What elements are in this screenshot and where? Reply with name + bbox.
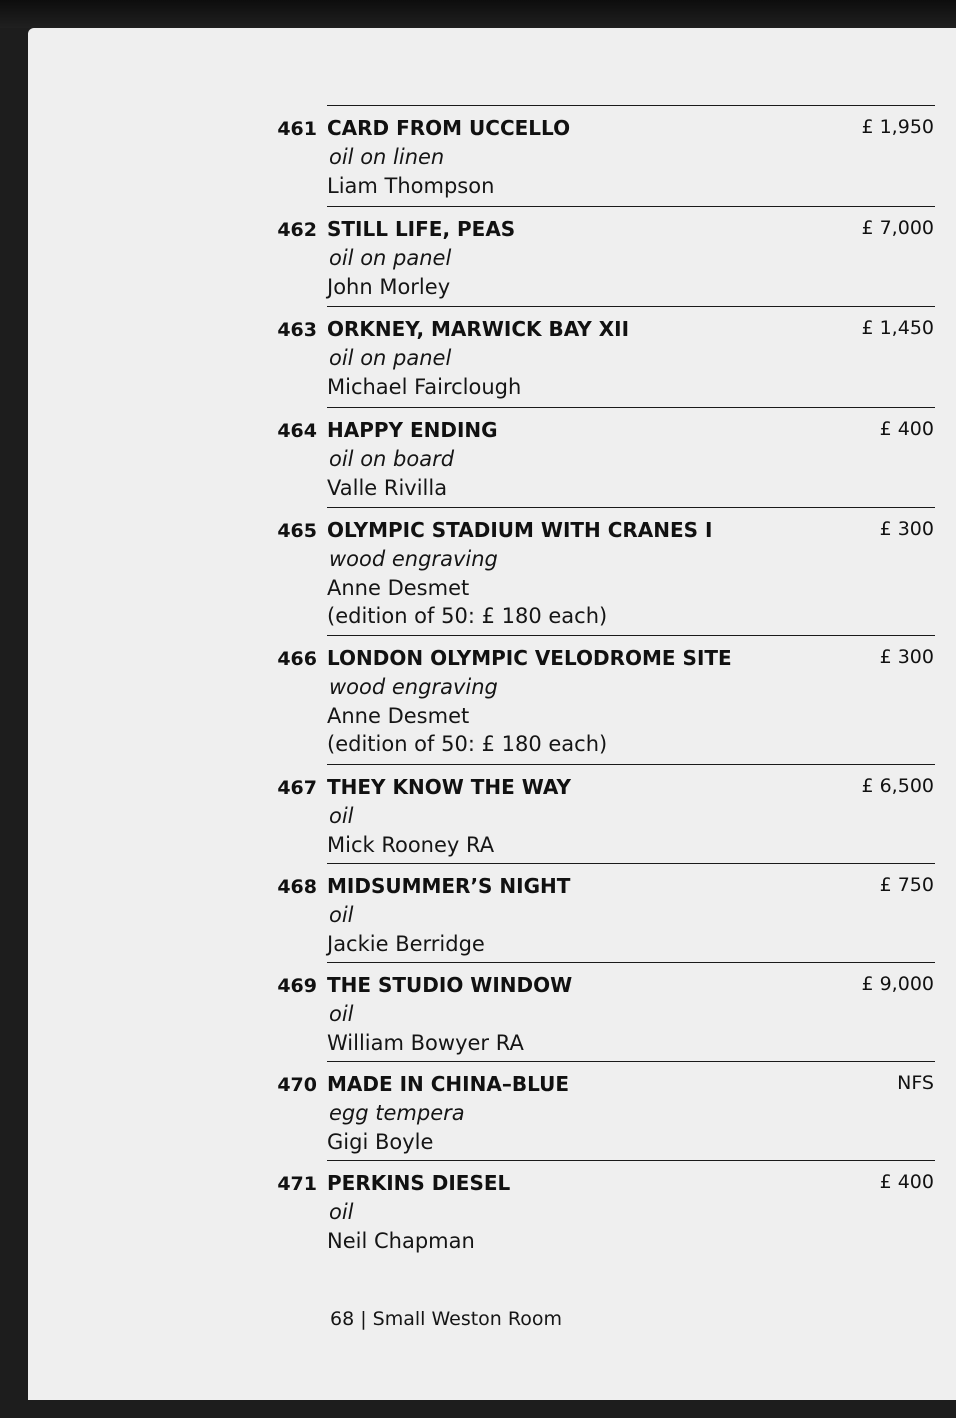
entry-title: MADE IN CHINA–BLUE	[327, 1072, 570, 1096]
entry-medium: oil on panel	[329, 346, 452, 370]
entry-divider	[327, 105, 935, 106]
entry-medium: oil on panel	[329, 246, 452, 270]
entry-medium: oil	[329, 1200, 354, 1224]
entry-price: £ 9,000	[861, 973, 934, 995]
entry-artist: Valle Rivilla	[327, 476, 448, 500]
entry-medium: wood engraving	[329, 675, 498, 699]
entry-artist: Anne Desmet	[327, 576, 470, 600]
entry-medium: wood engraving	[329, 547, 498, 571]
entry-price: £ 1,450	[861, 317, 934, 339]
entry-divider	[327, 206, 935, 207]
entry-number: 461	[277, 118, 317, 140]
entry-title: CARD FROM UCCELLO	[327, 116, 571, 140]
entry-artist: John Morley	[327, 275, 451, 299]
entry-artist: Michael Fairclough	[327, 375, 522, 399]
entry-number: 464	[277, 420, 317, 442]
entry-title: ORKNEY, MARWICK BAY XII	[327, 317, 630, 341]
entry-number: 467	[277, 777, 317, 799]
entry-price: £ 300	[879, 518, 934, 540]
entry-title: OLYMPIC STADIUM WITH CRANES I	[327, 518, 713, 542]
entry-price: £ 400	[879, 1171, 934, 1193]
entry-number: 462	[277, 219, 317, 241]
entry-medium: oil	[329, 1002, 354, 1026]
entry-price: £ 750	[879, 874, 934, 896]
entry-price: £ 1,950	[861, 116, 934, 138]
entry-title: THEY KNOW THE WAY	[327, 775, 571, 799]
entry-price: £ 7,000	[861, 217, 934, 239]
entry-divider	[327, 1160, 935, 1161]
entry-number: 471	[277, 1173, 317, 1195]
entry-divider	[327, 507, 935, 508]
entry-edition: (edition of 50: £ 180 each)	[327, 604, 608, 628]
entry-artist: William Bowyer RA	[327, 1031, 524, 1055]
entry-divider	[327, 635, 935, 636]
entry-medium: egg tempera	[329, 1101, 465, 1125]
entry-artist: Liam Thompson	[327, 174, 495, 198]
entry-number: 470	[277, 1074, 317, 1096]
entry-title: HAPPY ENDING	[327, 418, 498, 442]
entry-artist: Anne Desmet	[327, 704, 470, 728]
entry-artist: Neil Chapman	[327, 1229, 475, 1253]
entry-title: STILL LIFE, PEAS	[327, 217, 516, 241]
catalogue-page	[28, 28, 956, 1400]
entry-divider	[327, 306, 935, 307]
entry-title: MIDSUMMER’S NIGHT	[327, 874, 571, 898]
entry-divider	[327, 1061, 935, 1062]
entry-medium: oil on linen	[329, 145, 445, 169]
entry-number: 465	[277, 520, 317, 542]
entry-title: THE STUDIO WINDOW	[327, 973, 573, 997]
entry-medium: oil on board	[329, 447, 455, 471]
entry-medium: oil	[329, 903, 354, 927]
entry-artist: Gigi Boyle	[327, 1130, 434, 1154]
entry-title: LONDON OLYMPIC VELODROME SITE	[327, 646, 732, 670]
entry-divider	[327, 407, 935, 408]
entry-price: £ 400	[879, 418, 934, 440]
entry-divider	[327, 863, 935, 864]
entry-price: NFS	[897, 1072, 934, 1094]
entry-artist: Mick Rooney RA	[327, 833, 495, 857]
entry-divider	[327, 962, 935, 963]
entry-medium: oil	[329, 804, 354, 828]
entry-divider	[327, 764, 935, 765]
entry-number: 466	[277, 648, 317, 670]
entry-number: 468	[277, 876, 317, 898]
entry-artist: Jackie Berridge	[327, 932, 485, 956]
entry-price: £ 300	[879, 646, 934, 668]
entry-title: PERKINS DIESEL	[327, 1171, 511, 1195]
entry-number: 469	[277, 975, 317, 997]
page-top-edge	[0, 0, 956, 28]
page-footer: 68 | Small Weston Room	[330, 1308, 562, 1330]
entry-number: 463	[277, 319, 317, 341]
entry-price: £ 6,500	[861, 775, 934, 797]
entry-edition: (edition of 50: £ 180 each)	[327, 732, 608, 756]
